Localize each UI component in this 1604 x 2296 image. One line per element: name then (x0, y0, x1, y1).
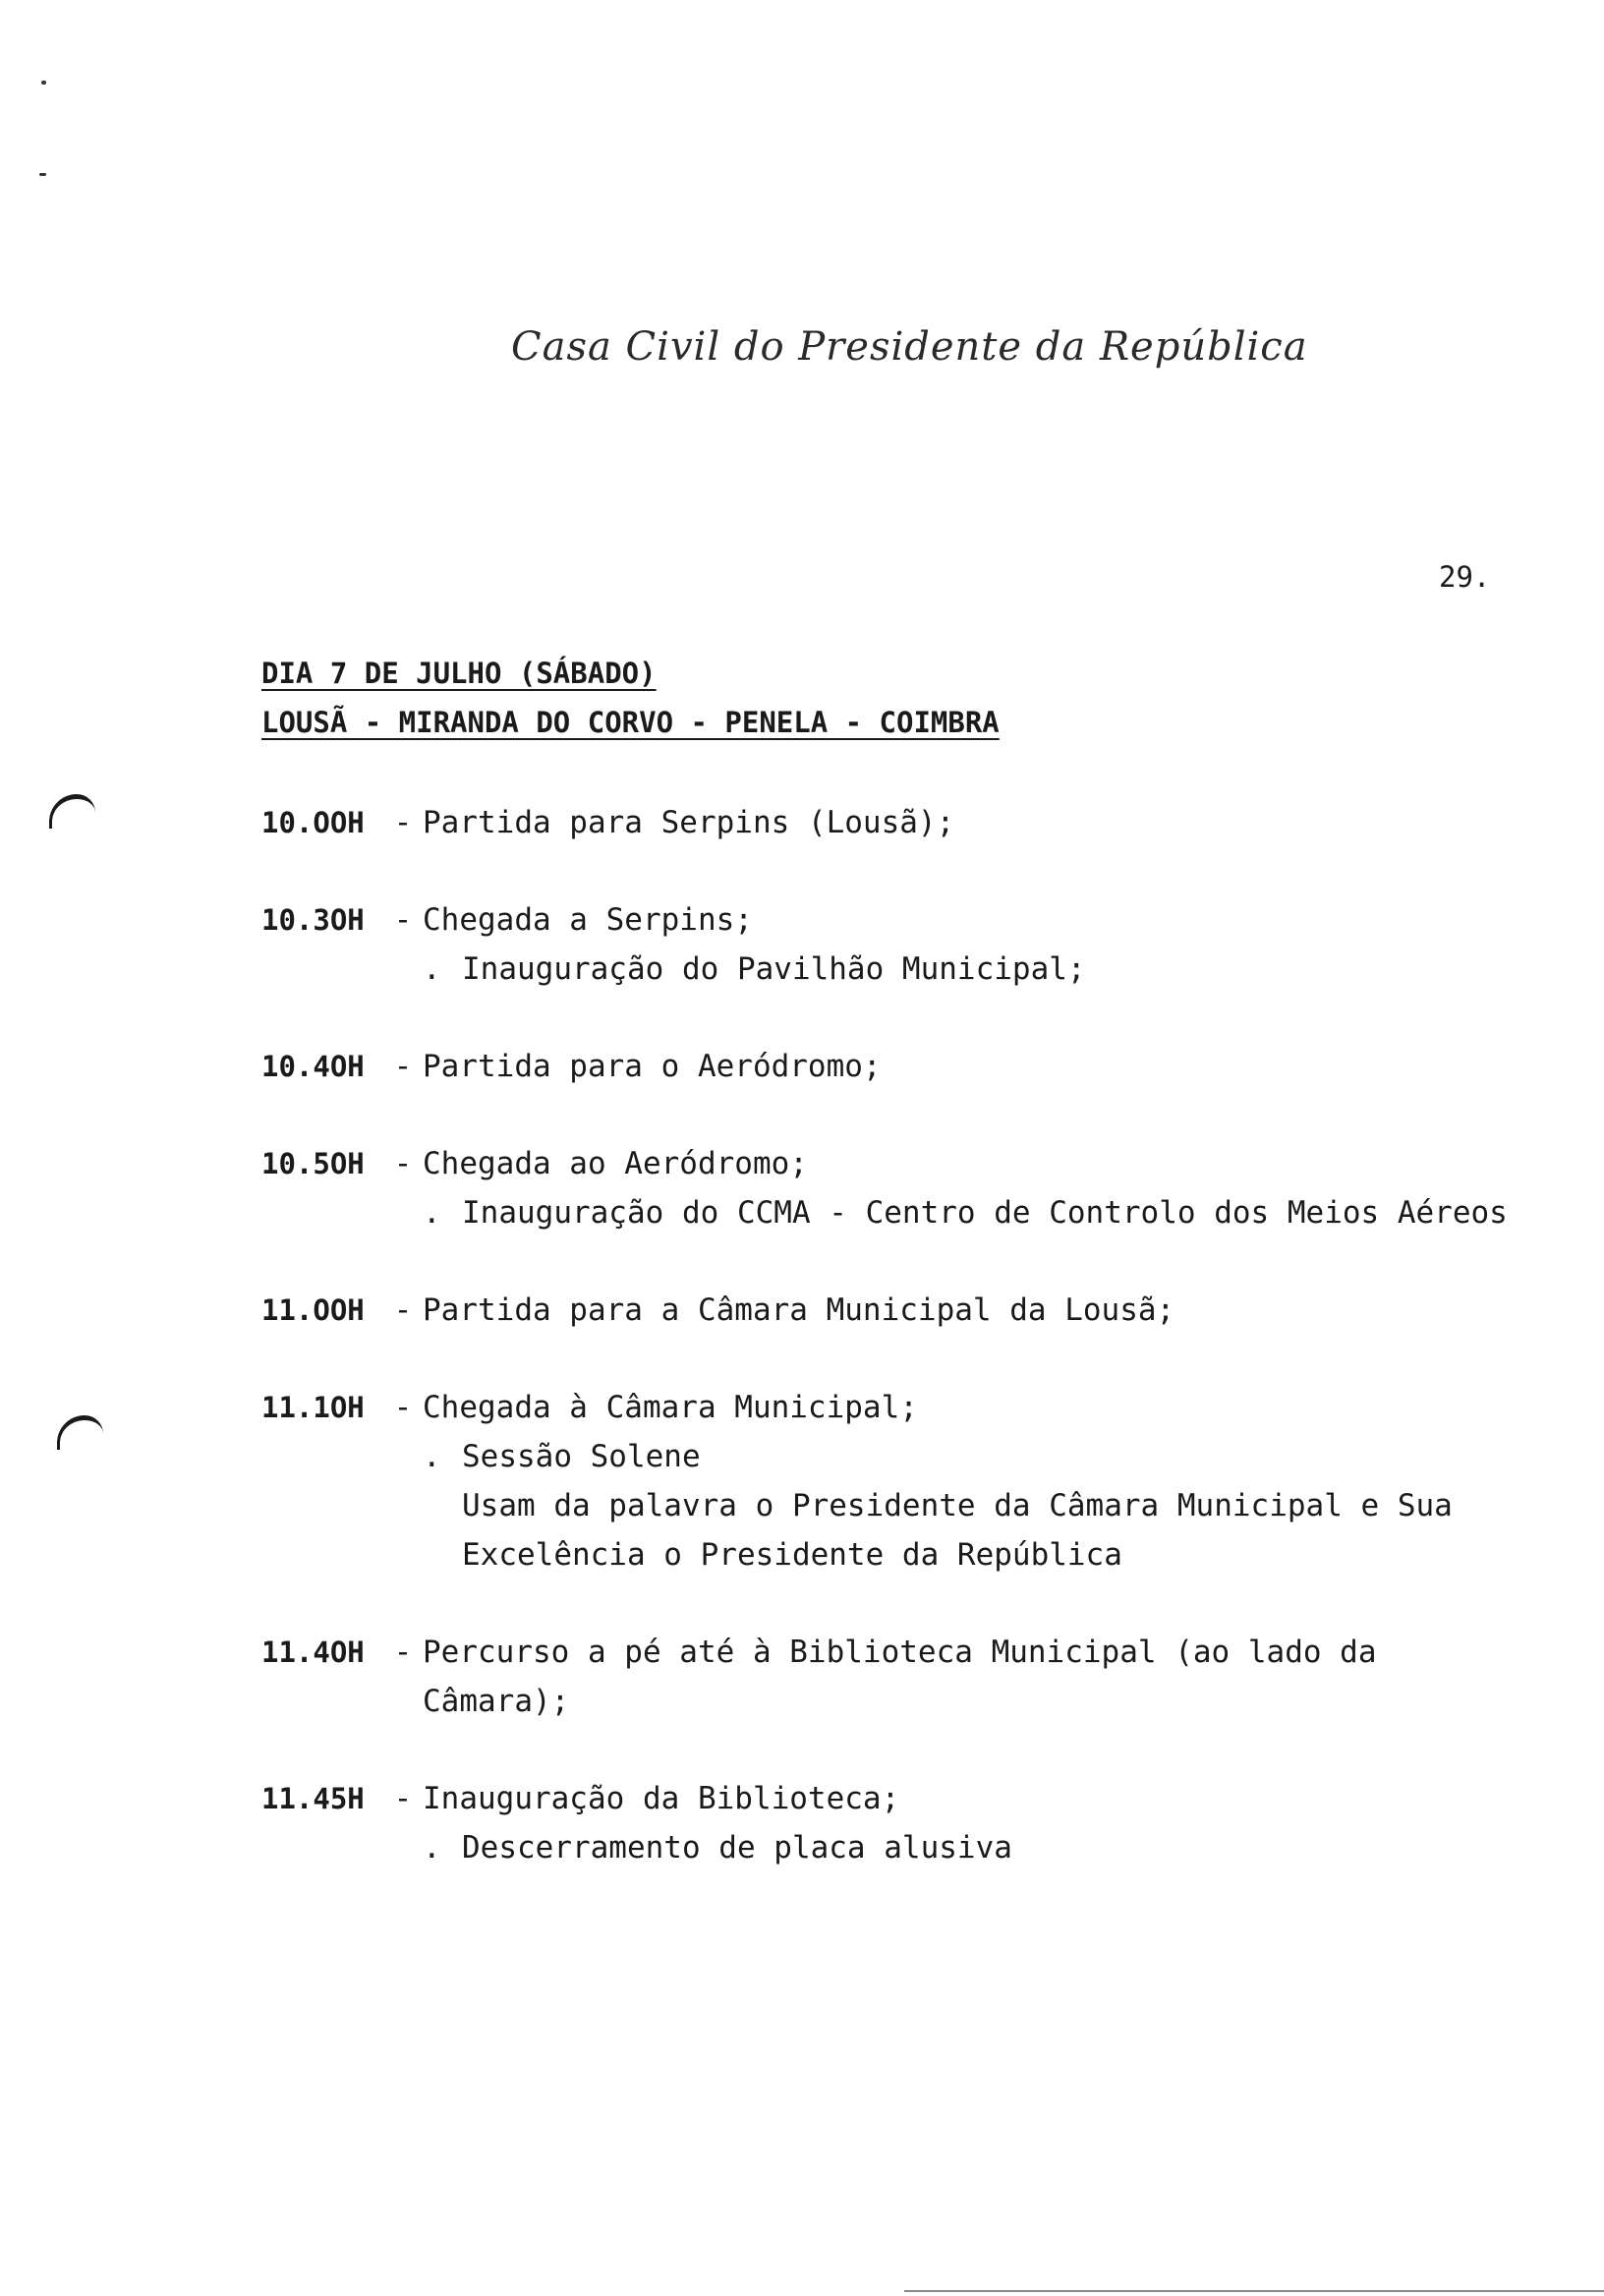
entry-sub-text: Usam da palavra o Presidente da Câmara Municipal e Sua Excelência o Presidente da República (462, 1488, 1453, 1573)
entry-dash: - (393, 1146, 413, 1181)
bullet-mark: . (423, 951, 441, 987)
entry-dash: - (393, 1781, 413, 1816)
entry-dash: - (393, 1635, 413, 1670)
bullet-mark: . (423, 1830, 441, 1866)
schedule-entry (261, 1042, 1510, 1091)
entry-sub-text: Sessão Solene (462, 1439, 701, 1474)
entry-time: 11.1OH (261, 1391, 365, 1424)
schedule-list (261, 798, 1510, 1921)
schedule-entry (261, 1139, 1510, 1237)
heading-route: LOUSÃ - MIRANDA DO CORVO - PENELA - COIMBRA (261, 706, 1000, 739)
heading-day: DIA 7 DE JULHO (SÁBADO) (261, 657, 657, 690)
entry-sub-item (423, 1481, 1510, 1579)
entry-sub-text: Descerramento de placa alusiva (462, 1830, 1012, 1866)
schedule-entry (261, 798, 1510, 847)
entry-dash: - (393, 1049, 413, 1084)
entry-text: Chegada à Câmara Municipal; (423, 1390, 918, 1425)
schedule-entry (261, 1628, 1510, 1726)
entry-time: 10.4OH (261, 1050, 365, 1083)
hole-punch-mark-top (49, 794, 95, 829)
entry-content (423, 1774, 1510, 1872)
scan-edge-line (904, 2290, 1604, 2292)
entry-content (423, 1286, 1510, 1335)
entry-text: Partida para a Câmara Municipal da Lousã; (423, 1292, 1175, 1328)
letterhead: Casa Civil do Presidente da República (511, 324, 1308, 370)
schedule-entry (261, 1774, 1510, 1872)
entry-content (423, 798, 1510, 847)
entry-time: 11.OOH (261, 1293, 365, 1327)
entry-time: 11.45H (261, 1782, 365, 1815)
entry-dash: - (393, 1292, 413, 1328)
entry-content (423, 1628, 1510, 1726)
entry-text: Chegada a Serpins; (423, 902, 753, 938)
entry-text: Chegada ao Aeródromo; (423, 1146, 808, 1181)
entry-time: 10.OOH (261, 806, 365, 839)
scan-speck (41, 81, 46, 85)
entry-text: Partida para Serpins (Lousã); (423, 805, 955, 840)
entry-sub-text: Inauguração do CCMA - Centro de Controlo dos Meios Aéreos (462, 1195, 1508, 1231)
entry-dash: - (393, 805, 413, 840)
schedule-entry (261, 1286, 1510, 1335)
bullet-mark: . (423, 1195, 441, 1231)
entry-sub-item (423, 945, 1510, 994)
entry-sub-text: Inauguração do Pavilhão Municipal; (462, 951, 1086, 987)
entry-sub-item (423, 1823, 1510, 1872)
scan-speck (39, 173, 46, 176)
entry-time: 10.5OH (261, 1147, 365, 1180)
schedule-entry (261, 1383, 1510, 1579)
entry-content (423, 1042, 1510, 1091)
entry-time: 10.3OH (261, 903, 365, 937)
hole-punch-mark-bottom (57, 1415, 103, 1450)
entry-content (423, 1383, 1510, 1579)
entry-text: Partida para o Aeródromo; (423, 1049, 882, 1084)
page-number: 29. (1439, 560, 1491, 594)
schedule-entry (261, 895, 1510, 994)
entry-dash: - (393, 902, 413, 938)
bullet-mark: . (423, 1439, 441, 1474)
entry-text: Percurso a pé até à Biblioteca Municipal (ao lado da Câmara); (423, 1635, 1377, 1719)
entry-time: 11.4OH (261, 1636, 365, 1669)
entry-sub-item (423, 1432, 1510, 1481)
entry-content (423, 1139, 1510, 1237)
bullet-mark (423, 1481, 462, 1579)
entry-dash: - (393, 1390, 413, 1425)
entry-sub-item (423, 1188, 1510, 1237)
entry-content (423, 895, 1510, 994)
entry-text: Inauguração da Biblioteca; (423, 1781, 900, 1816)
